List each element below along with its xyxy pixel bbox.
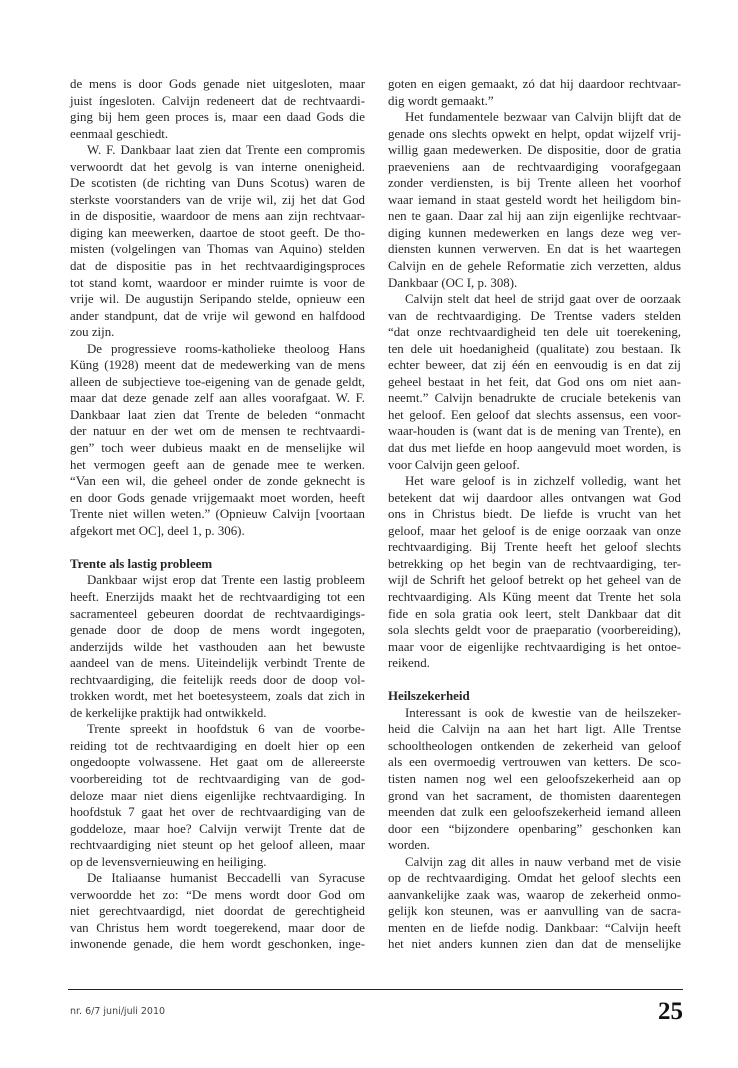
page-number: 25: [658, 998, 683, 1025]
text-line: Calvijn en de gehele Reformatie zich verzetten, aldus: [388, 259, 681, 274]
spacer: [388, 672, 681, 689]
text-line: diging kan meewerken, daartoe de stoot geeft. De tho-: [70, 225, 365, 240]
text-line: Dankbaar (OC I, p. 308).: [388, 275, 518, 290]
paragraph: [388, 109, 681, 291]
text-line: het vermogen geeft aan de genade mee te werken.: [70, 457, 365, 472]
text-line: inwonende genade, die hem wordt geschonken, inge-: [70, 937, 365, 952]
text-line: aanvankelijke zaak was, waarop de zekerheid onmo-: [388, 887, 681, 902]
text-line: ander standpunt, dat de vrije wil gewond en halfdood: [70, 308, 365, 323]
text-line: hoofdstuk 7 gaat het over de rechtvaardiging van de: [70, 805, 365, 820]
paragraph: [70, 142, 365, 341]
text-line: vrije wil. De augustijn Seripando stelde, opnieuw een: [70, 292, 365, 307]
text-line: gen” toch weer dubieus maakt en de menselijke wil: [70, 441, 365, 456]
text-line: heeft. Enerzijds maakt het de rechtvaardiging tot een: [70, 589, 365, 604]
paragraph: [388, 76, 681, 109]
text-line: dat dus met liefde en hoop aangevuld moet worden, is: [388, 441, 681, 456]
paragraph: [70, 870, 365, 953]
text-line: verwoordt dat het gevolg is van interne onenigheid.: [70, 159, 365, 174]
left-column: [70, 76, 365, 953]
text-line: ten dele uit hoedanigheid (qualitate) zou bestaan. Ik: [388, 341, 681, 356]
text-line: Dankbaar laat zien dat Trente de beleden “onmacht: [70, 407, 365, 422]
issue-label: nr. 6/7 juni/juli 2010: [70, 1006, 166, 1017]
text-line: Calvijn stelt dat heel de strijd gaat over de oorzaak: [405, 292, 681, 307]
text-line: grond van het sacrament, de thomisten daarentegen: [388, 788, 681, 803]
text-line: eenmaal geschiedt.: [70, 126, 169, 141]
text-line: ons in Christus biedt. De liefde is vrucht van het: [388, 507, 681, 522]
paragraph: [70, 721, 365, 870]
text-line: anderzijds wilde het vasthouden aan het bewuste: [70, 639, 365, 654]
text-line: “Van een wil, die geheel onder de zonde geknecht is: [70, 474, 365, 489]
text-line: verwoordde het zo: “De mens wordt door God om: [70, 887, 365, 902]
paragraph: [70, 76, 365, 142]
text-line: De scotisten (de richting van Duns Scotus) waren de: [70, 176, 365, 191]
text-line: en door Gods genade vrijgemaakt moet worden, heeft: [70, 490, 365, 505]
text-line: sola slechts geldt voor de praeparatio (voorbereiding),: [388, 623, 681, 638]
text-line: dat de dispositie pas in het rechtvaardigingsproces: [70, 259, 365, 274]
text-line: trokken wordt, met het boetesysteem, zoals dat zich in: [70, 689, 365, 704]
text-line: Trente niet willen weten.” (Opnieuw Calvijn [voortaan: [70, 507, 365, 522]
text-line: gelijk kon steunen, was er aanvulling van de sacra-: [388, 904, 681, 919]
text-line: op de levensvernieuwing en heiliging.: [70, 854, 267, 869]
paragraph: [70, 341, 365, 540]
text-line: de kerkelijke praktijk had ontwikkeld.: [70, 705, 267, 720]
text-line: tisten namen nog wel een geloofszekerheid aan op: [388, 771, 681, 786]
text-line: fide en sola gratia ook leert, stelt Dankbaar dat dit: [388, 606, 681, 621]
text-line: reikend.: [388, 656, 430, 671]
text-line: geloof, maar het geloof is de enige oorzaak van onze: [388, 523, 681, 538]
text-line: maar voor de eigenlijke rechtvaardiging is het ontoe-: [388, 639, 681, 654]
text-line: Trente spreekt in hoofdstuk 6 van de voorbe-: [87, 722, 365, 737]
text-line: alleen de subjectieve toe-eigening van de genade geldt,: [70, 374, 365, 389]
text-line: rechtvaardiging. Als Küng meent dat Trente het sola: [388, 589, 681, 604]
text-line: afgekort met OC], deel 1, p. 306).: [70, 523, 245, 538]
text-line: heid die Calvijn na aan het hart ligt. Alle Trentse: [388, 722, 681, 737]
text-line: menten en de liefde nodig. Dankbaar: “Calvijn heeft: [388, 920, 681, 935]
text-line: de mens is door Gods genade niet uitgesloten, maar: [70, 77, 365, 91]
section-heading: Trente als lastig probleem: [70, 556, 213, 571]
text-line: rechtvaardiging niet steunt op het geloof alleen, maar: [70, 838, 365, 853]
text-line: De progressieve rooms-katholieke theoloog Hans: [87, 341, 365, 356]
section-heading: Heilszekerheid: [388, 689, 470, 704]
text-line: Interessant is ook de kwestie van de heilszeker-: [405, 705, 681, 720]
text-line: geheel bestaat in het feit, dat God ons om niet aan-: [388, 374, 681, 389]
text-line: nen te gaan. Daar zal hij aan zijn eigenlijke rechtvaar-: [388, 209, 681, 224]
text-line: der natuur en der wet om de mensen te rechtvaardi-: [70, 424, 365, 439]
text-line: deloze maar niet diens eigenlijke rechtvaardiging. In: [70, 788, 365, 803]
text-line: voorbereiding tot de rechtvaardiging van de god-: [70, 771, 365, 786]
text-line: willig gaan medewerken. De dispositie, door de gratia: [388, 143, 681, 158]
text-line: Calvijn zag dit alles in nauw verband met de visie: [405, 854, 681, 869]
text-line: schooltheologen ontkenden de zekerheid van geloof: [388, 738, 681, 753]
text-line: waar iemand in staat gesteld wordt het heiligdom bin-: [388, 192, 681, 207]
text-line: op de rechtvaardiging. Omdat het geloof slechts een: [388, 871, 681, 886]
text-line: betrekking op het begin van de rechtvaardiging, ter-: [388, 556, 681, 571]
text-line: dig wordt gemaakt.”: [388, 93, 494, 108]
text-line: aandeel van de mens. Uiteindelijk verbindt Trente de: [70, 656, 365, 671]
text-line: rechtvaardiging, die feitelijk reeds door de doop vol-: [70, 672, 365, 687]
text-line: echter beweer, dat zij één en eenvoudig is en dat zij: [388, 358, 681, 373]
text-line: diensten kunnen verwerven. En dat is het waartegen: [388, 242, 681, 257]
paragraph: [388, 473, 681, 672]
text-line: meenden dat zulk een geloofszekerheid iemand alleen: [388, 805, 681, 820]
text-line: genade door de doop de mens wordt ingegoten,: [70, 623, 365, 638]
text-line: Küng (1928) meent dat de medewerking van de mens: [70, 358, 365, 373]
text-line: als een overmoedig vertrouwen van ketters. De sco-: [388, 755, 681, 770]
paragraph: [388, 854, 681, 953]
paragraph: [388, 291, 681, 473]
text-line: De Italiaanse humanist Beccadelli van Syracuse: [87, 871, 365, 886]
text-line: W. F. Dankbaar laat zien dat Trente een compromis: [87, 143, 365, 158]
text-line: “dat onze rechtvaardigheid ten dele uit toerekening,: [388, 325, 681, 340]
paragraph: [70, 572, 365, 721]
text-line: misten (volgelingen van Thomas van Aquino) stelden: [70, 242, 365, 257]
text-line: goten en eigen gemaakt, zó dat hij daardoor rechtvaar-: [388, 77, 681, 91]
text-line: maar dat deze genade zelf aan alles voorafgaat. W. F.: [70, 391, 365, 406]
text-line: het geloof. Een geloof dat slechts assensus, een voor-: [388, 407, 681, 422]
paragraph: [388, 705, 681, 854]
text-line: ging bij hem geen proces is, maar een daad Gods die: [70, 110, 365, 125]
text-line: sacramenteel gebeuren doordat de rechtvaardigings-: [70, 606, 365, 621]
text-line: tot stand komt, waardoor er minder ruimte is voor de: [70, 275, 365, 290]
text-line: praeveniens aan de rechtvaardiging voorafgegaan: [388, 159, 681, 174]
text-line: waar-houden is (want dat is de mening van Trente), en: [388, 424, 681, 439]
text-line: van Christus hem wordt toegerekend, maar door de: [70, 920, 365, 935]
text-line: voor Calvijn geen geloof.: [388, 457, 520, 472]
text-line: juist íngesloten. Calvijn redeneert dat de rechtvaardi-: [70, 93, 365, 108]
text-line: Het fundamentele bezwaar van Calvijn blijft dat de: [405, 110, 681, 125]
footer-rule: [68, 989, 683, 990]
text-line: van de rechtvaardiging. De Trentse vaders stelden: [388, 308, 681, 323]
text-line: genade ons slechts opwekt en helpt, opdat wijzelf vrij-: [388, 126, 681, 141]
text-line: in de dispositie, waardoor de mens aan zijn rechtvaar-: [70, 209, 365, 224]
text-line: rechtvaardiging. Bij Trente heeft het geloof slechts: [388, 540, 681, 555]
spacer: [70, 539, 365, 556]
text-line: wijl de Schrift het geloof betrekt op het geheel van de: [388, 573, 681, 588]
text-line: neemt.” Calvijn benadrukte de cruciale betekenis van: [388, 391, 681, 406]
text-line: reiding tot de rechtvaardiging en doelt hier op een: [70, 738, 365, 753]
text-line: worden.: [388, 838, 430, 853]
text-line: sterkste voorstanders van de vrije wil, zij het dat God: [70, 192, 365, 207]
text-line: zonder verdiensten, is bij Trente alleen het voorhof: [388, 176, 681, 191]
text-line: diging kunnen medewerken en langs deze weg ver-: [388, 225, 681, 240]
text-line: door een “bijzondere openbaring” geschonken kan: [388, 821, 681, 836]
text-line: betekent dat wij daardoor alles ontvangen wat God: [388, 490, 681, 505]
text-line: Dankbaar wijst erop dat Trente een lastig probleem: [87, 573, 365, 588]
text-line: Het ware geloof is in zichzelf volledig, want het: [405, 474, 681, 489]
text-line: ongedoopte volwassene. Het gaat om de allereerste: [70, 755, 365, 770]
text-line: goddeloze, maar hoe? Calvijn verwijt Trente dat de: [70, 821, 365, 836]
text-line: het niet anders kunnen zien dan dat de menselijke: [388, 937, 681, 952]
right-column: [388, 76, 681, 953]
text-line: zou zijn.: [70, 325, 115, 340]
text-line: niet gerechtvaardigd, niet doordat de gerechtigheid: [70, 904, 365, 919]
